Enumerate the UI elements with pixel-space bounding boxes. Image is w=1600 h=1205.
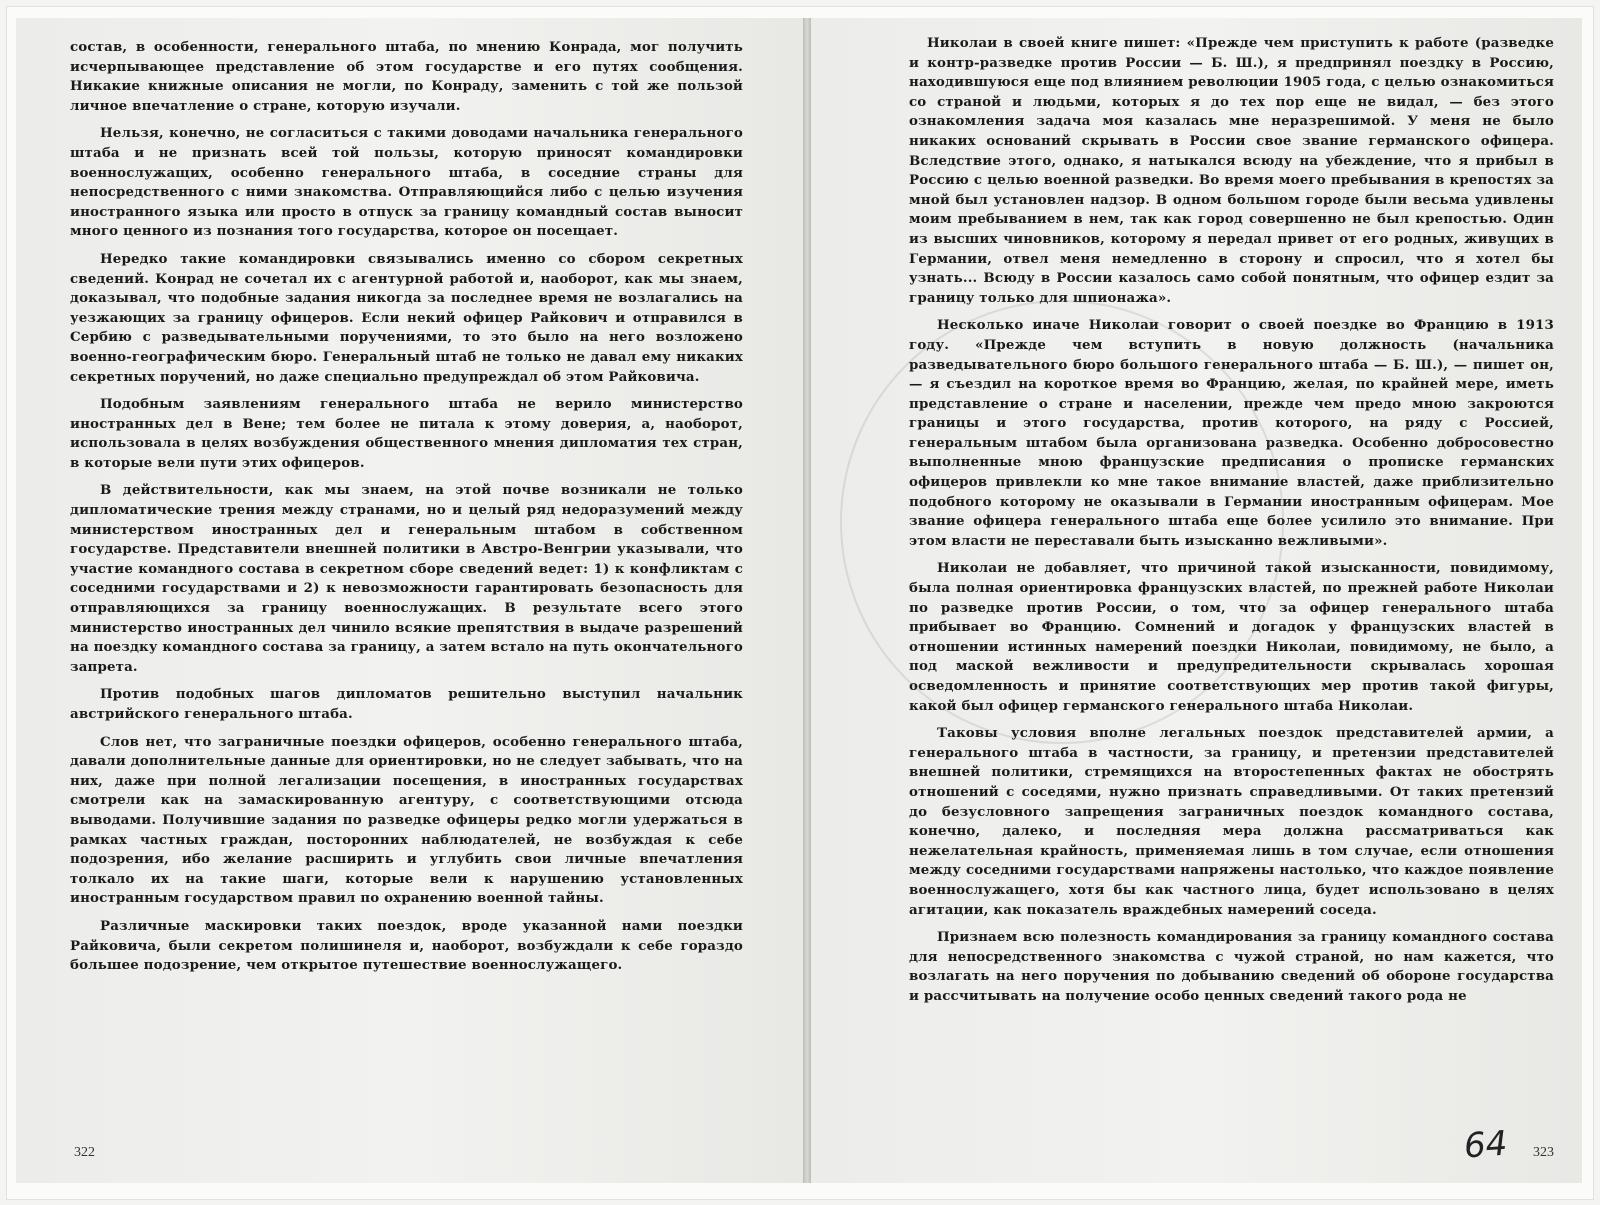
right-paragraph-3: Николаи не добавляет, что причиной такой изысканности, повидимому, была полная ориентировка французских властей, по прежней работе Николаи по разведке против России, о том, что за офицер генерального штаба прибывает во Францию. Сомнений и догадок у французских властей в отношении истинных намерений поездки Николаи, повидимому, не было, а под маской вежливости и предупредительности скрывалась хорошая осведомленность и принятие соответствующих мер против такой фигуры, какой был офицер германского генерального штаба Николаи. — [909, 560, 1554, 714]
handwritten-archive-number: 64 — [1462, 1123, 1509, 1167]
left-paragraph-2: Нельзя, конечно, не согласиться с такими доводами начальника генерального штаба и не признать всей той пользы, которую приносят командировки военнослужащих, особенно генерального штаба, в соседние страны для непосредственного с ними знакомства. Отправляющийся либо с целью изучения иностранного языка или просто в отпуск за границу командный состав выносит много ценного из познания того государства, которое он посещает. — [70, 125, 743, 240]
right-paragraph-5: Признаем всю полезность командирования за границу командного состава для непосредственного знакомства с чужой страной, но нам кажется, что возлагать на него поручения по добыванию сведений об обороне государства и рассчитывать на получение особо ценных сведений такого рода не — [909, 929, 1554, 1004]
right-paragraph-2: Несколько иначе Николаи говорит о своей поездке во Францию в 1913 году. «Прежде чем вступить в новую должность (начальника разведывательного бюро большого генерального штаба — Б. Ш.), — пишет он, — я съездил на короткое время во Францию, желая, по крайней мере, иметь представление о стране и населении, прежде чем предо мною закроются границы и этого государства, против которого, на ряду с Россией, генеральным штабом была организована разведка. Особенно добросовестно выполненные мною французские предписания о прописке германских офицеров привлекли ко мне такое внимание властей, даже приблизительно подобного которому не оказывали в Германии иностранным офицерам. Мое звание офицера генерального штаба еще более усилило это внимание. При этом власти не переставали быть изысканно вежливыми». — [909, 317, 1554, 549]
left-paragraph-1: состав, в особенности, генерального штаба, по мнению Конрада, мог получить исчерпывающее представление об этом государстве и его путях сообщения. Никакие книжные описания не могли, по Конраду, заменить с той же пользой личное впечатление о стране, которую изучали. — [70, 39, 743, 114]
right-paragraph-1: Николаи в своей книге пишет: «Прежде чем приступить к работе (разведке и контр-разведке против России — Б. Ш.), я предпринял поездку в Россию, находившуюся еще под влиянием революции 1905 года, с целью ознакомиться со страной и людьми, которых я до тех пор еще не видал, — без этого ознакомления задача моя казалась мне неразрешимой. У меня не было никаких оснований скрывать в России свое звание германского офицера. Вследствие этого, однако, я натыкался всюду на убеждение, что я прибыл в Россию с целью военной разведки. Во время моего пребывания в крепостях за мной был установлен надзор. В одном большом городе были весьма удивлены моим пребыванием в нем, так как город совершенно не был крепостью. Один из высших чиновников, которому я передал привет от его родных, живущих в Германии, отвел меня немедленно в сторону и спросил, что я хотел бы узнать... Всюду в России казалось само собой понятным, что офицер ездит за границу только для шпионажа». — [909, 35, 1554, 306]
left-paragraph-3: Нередко такие командировки связывались именно со сбором секретных сведений. Конрад не сочетал их с агентурной работой и, наоборот, как мы знаем, доказывал, что подобные задания никогда за последнее время не возлагались на уезжающих за границу офицеров. Если некий офицер Райкович и отправился в Сербию с разведывательными поручениями, то это было на него возложено военно-географическим бюро. Генеральный штаб не только не давал ему никаких секретных поручений, но даже специально предупреждал об этом Райковича. — [70, 250, 743, 385]
book-spread — [16, 18, 1582, 1183]
left-page-number: 322 — [74, 1145, 95, 1160]
left-paragraph-6: Против подобных шагов дипломатов решительно выступил начальник австрийского генерального штаба. — [70, 686, 743, 722]
left-paragraph-4: Подобным заявлениям генерального штаба не верило министерство иностранных дел в Вене; тем более не питала к этому доверия, а, наоборот, использовала в целях возбуждения общественного мнения дипломатия тех стран, в которые вели пути этих офицеров. — [70, 396, 743, 471]
right-paragraph-4: Таковы условия вполне легальных поездок представителей армии, а генерального штаба в частности, за границу, и претензии представителей внешней политики, стремящихся на второстепенных фактах не обострять отношений с соседями, нужно признать справедливыми. От таких претензий до безусловного запрещения заграничных поездок командного состава, конечно, далеко, и последняя мера должна рассматриваться как нежелательная крайность, применяемая лишь в том случае, если отношения между соседними государствами напряжены настолько, что каждое появление военнослужащего, хотя бы как частного лица, будет использовано в целях агитации, как показатель враждебных намерений соседа. — [909, 725, 1554, 918]
left-page — [16, 18, 803, 1183]
left-paragraph-5: В действительности, как мы знаем, на этой почве возникали не только дипломатические трения между странами, но и целый ряд недоразумений между министерством иностранных дел и генеральным штабом в собственном государстве. Представители внешней политики в Австро-Венгрии указывали, что участие командного состава в секретном сборе сведений ведет: 1) к конфликтам с соседними государствами и 2) к невозможности гарантировать безопасность для отправляющихся за границу военнослужащих. В результате всего этого министерство иностранных дел чинило всякие препятствия в выдаче разрешений на поездку командного состава за границу, а затем встало на путь окончательного запрета. — [70, 482, 744, 675]
left-paragraph-7: Слов нет, что заграничные поездки офицеров, особенно генерального штаба, давали дополнительные данные для ориентировки, но не следует забывать, что на них, даже при полной легализации посещения, в иностранных государствах смотрели как на замаскированную агентуру, с соответствующими отсюда выводами. Получившие задания по разведке офицеры редко могли удержаться в рамках частных граждан, посторонних наблюдателей, не возбуждая к себе подозрения, ибо желание расширить и углубить свои личные впечатления толкало их на такие шаги, которые вели к нарушению установленных иностранным государством правил по охранению военной тайны. — [70, 733, 743, 907]
left-paragraph-8: Различные маскировки таких поездок, вроде указанной нами поездки Райковича, были секретом полишинеля и, наоборот, возбуждали к себе гораздо большее подозрение, чем открытое путешествие военнослужащего. — [70, 917, 743, 974]
right-page-number: 323 — [1533, 1145, 1554, 1160]
book-gutter — [803, 18, 811, 1183]
right-page — [811, 18, 1582, 1183]
